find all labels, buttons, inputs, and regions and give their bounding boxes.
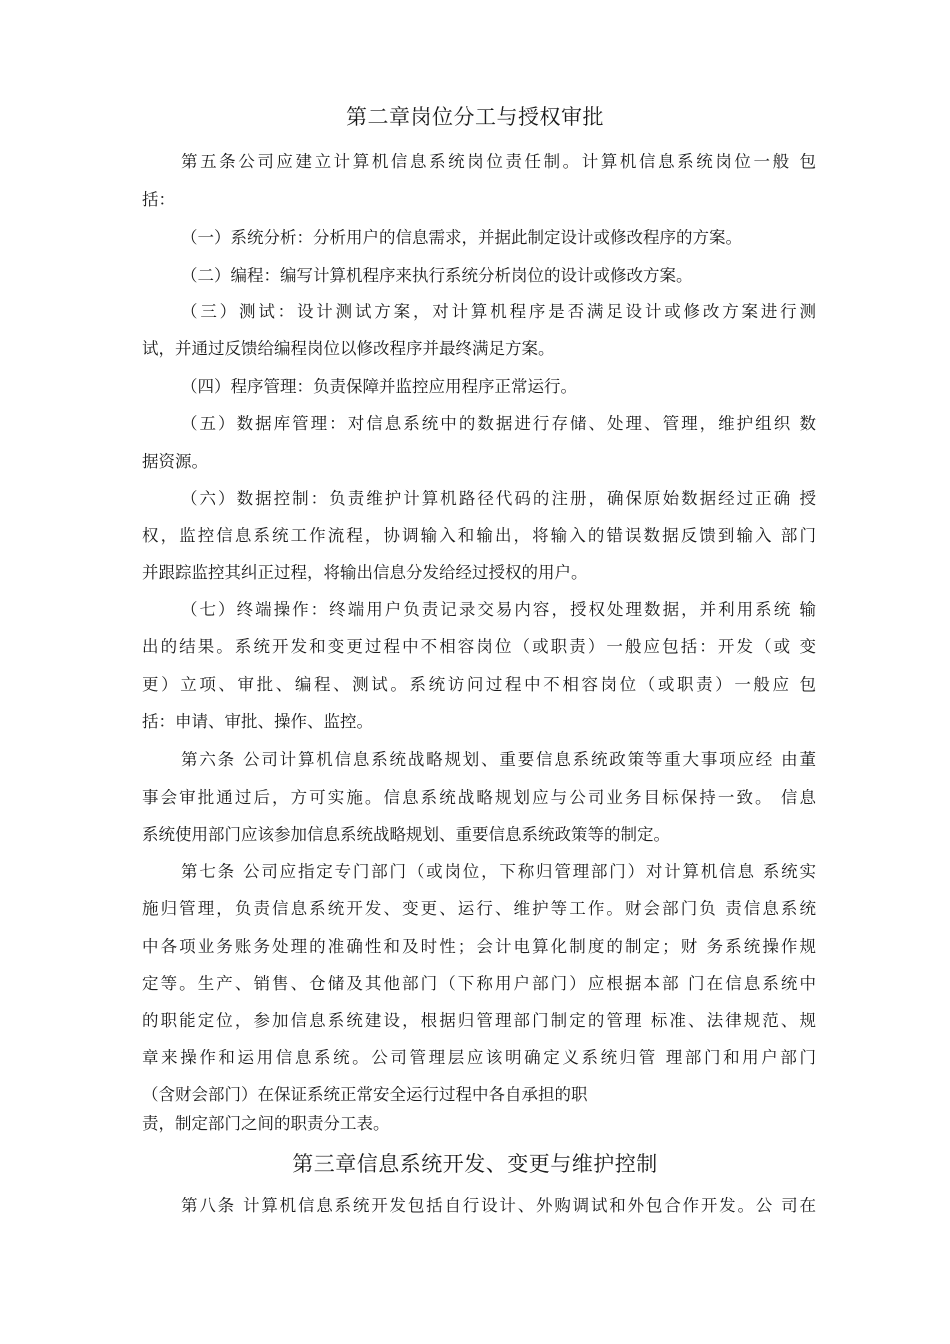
- article-7-line-6: 章来操作和运用信息系统。公司管理层应该明确定义系统归管 理部门和用户部门: [142, 1048, 816, 1067]
- article-7-line-8: 责，制定部门之间的职责分工表。: [142, 1114, 390, 1133]
- item-7-line-3: 更）立项、审批、编程、测试。系统访问过程中不相容岗位（或职责）一般应 包: [142, 675, 816, 694]
- item-5-line-2: 据资源。: [142, 452, 208, 471]
- item-2-line-1: （二）编程：编写计算机程序来执行系统分析岗位的设计或修改方案。: [181, 266, 693, 285]
- item-7-line-4: 括：申请、审批、操作、监控。: [142, 712, 373, 731]
- item-3-line-1: （三）测试：设计测试方案，对计算机程序是否满足设计或修改方案进行测: [181, 302, 816, 321]
- article-7-line-7: （含财会部门）在保证系统正常安全运行过程中各自承担的职: [142, 1085, 588, 1104]
- article-6-line-1: 第六条 公司计算机信息系统战略规划、重要信息系统政策等重大事项应经 由董: [181, 750, 816, 769]
- item-5-line-1: （五）数据库管理：对信息系统中的数据进行存储、处理、管理，维护组织 数: [181, 414, 816, 433]
- article-7-line-1: 第七条 公司应指定专门部门（或岗位，下称归管理部门）对计算机信息 系统实: [181, 862, 816, 881]
- article-7-line-2: 施归管理，负责信息系统开发、变更、运行、维护等工作。财会部门负 责信息系统: [142, 899, 816, 918]
- item-4-line-1: （四）程序管理：负责保障并监控应用程序正常运行。: [181, 377, 577, 396]
- item-6-line-2: 权，监控信息系统工作流程，协调输入和输出，将输入的错误数据反馈到输入 部门: [142, 526, 816, 545]
- chapter-3-heading: 第三章信息系统开发、变更与维护控制: [292, 1152, 658, 1176]
- item-7-line-2: 出的结果。系统开发和变更过程中不相容岗位（或职责）一般应包括：开发（或 变: [142, 637, 816, 656]
- item-3-line-2: 试，并通过反馈给编程岗位以修改程序并最终满足方案。: [142, 339, 555, 358]
- item-7-line-1: （七）终端操作：终端用户负责记录交易内容，授权处理数据，并利用系统 输: [181, 600, 816, 619]
- article-7-line-3: 中各项业务账务处理的准确性和及时性；会计电算化制度的制定；财 务系统操作规: [142, 937, 816, 956]
- article-5-line-2: 括：: [142, 190, 175, 209]
- article-6-line-2: 事会审批通过后，方可实施。信息系统战略规划应与公司业务目标保持一致。 信息: [142, 788, 816, 807]
- article-7-line-4: 定等。生产、销售、仓储及其他部门（下称用户部门）应根据本部 门在信息系统中: [142, 974, 816, 993]
- article-5-line-1: 第五条公司应建立计算机信息系统岗位责任制。计算机信息系统岗位一般 包: [181, 152, 816, 171]
- item-1-line-1: （一）系统分析：分析用户的信息需求，并据此制定设计或修改程序的方案。: [181, 228, 742, 247]
- item-6-line-3: 并跟踪监控其纠正过程，将输出信息分发给经过授权的用户。: [142, 563, 588, 582]
- article-7-line-5: 的职能定位，参加信息系统建设，根据归管理部门制定的管理 标准、法律规范、规: [142, 1011, 816, 1030]
- item-6-line-1: （六）数据控制：负责维护计算机路径代码的注册，确保原始数据经过正确 授: [181, 489, 816, 508]
- chapter-2-heading: 第二章岗位分工与授权审批: [346, 105, 604, 129]
- article-6-line-3: 系统使用部门应该参加信息系统战略规划、重要信息系统政策等的制定。: [142, 825, 670, 844]
- article-8-line-1: 第八条 计算机信息系统开发包括自行设计、外购调试和外包合作开发。公 司在: [181, 1196, 816, 1215]
